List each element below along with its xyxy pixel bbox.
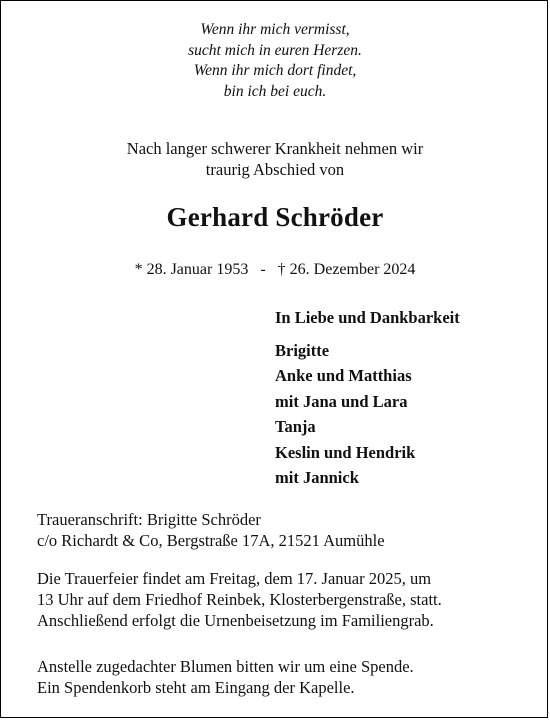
poem-line: Wenn ihr mich vermisst, [200,21,350,38]
intro-text [1,138,549,180]
donation-note [37,656,527,698]
funeral-ceremony-info [37,568,527,631]
ceremony-line: Anschließend erfolgt die Urnenbeisetzung im Familiengrab. [37,611,434,630]
poem-line: sucht mich in euren Herzen. [188,41,362,59]
intro-line: traurig Abschied von [205,160,345,179]
mourner-name: Tanja [275,417,316,436]
deceased-name: Gerhard Schröder [166,202,384,232]
ceremony-line: 13 Uhr auf dem Friedhof Reinbek, Klosterbergenstraße, statt. [37,590,442,609]
mourner-name: Brigitte [275,340,330,360]
address-line: Traueranschrift: Brigitte Schröder [37,510,261,529]
ceremony-line: Die Trauerfeier findet am Freitag, dem 17. Januar 2025, um [37,569,432,588]
address-line: c/o Richardt & Co, Bergstraße 17A, 21521 Aumühle [37,531,385,550]
mourners-list [275,305,460,491]
memorial-poem [1,20,549,102]
mourner-name: Keslin und Hendrik [275,442,416,462]
intro-line: Nach langer schwerer Krankheit nehmen wir [126,139,424,158]
mourning-address [37,509,527,551]
poem-line: bin ich bei euch. [223,82,327,100]
life-dates: * 28. Januar 1953 - † 26. Dezember 2024 [134,261,416,278]
mourners-heading: In Liebe und Dankbarkeit [275,308,460,327]
donation-line: Anstelle zugedachter Blumen bitten wir um eine Spende. [37,657,414,676]
mourner-name: mit Jannick [275,468,359,487]
donation-line: Ein Spendenkorb steht am Eingang der Kapelle. [37,678,355,697]
mourner-name: Anke und Matthias [275,366,412,385]
poem-line: Wenn ihr mich dort findet, [193,62,357,79]
mourner-name: mit Jana und Lara [275,391,408,411]
